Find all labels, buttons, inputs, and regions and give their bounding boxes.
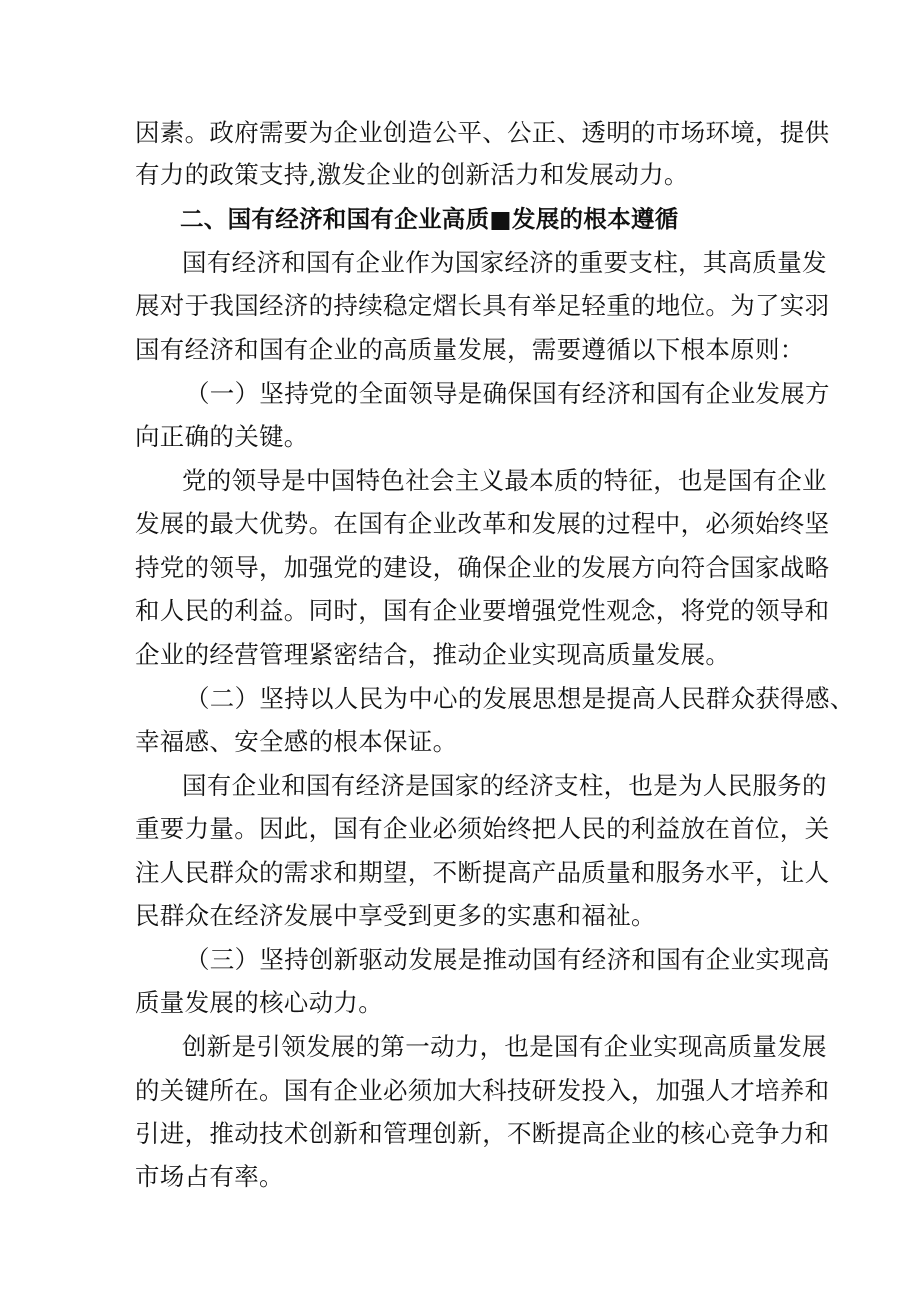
text-line: 民群众在经济发展中享受到更多的实惠和福祉。 <box>135 901 656 930</box>
text-line: 注人民群众的需求和期望，不断提高产品质量和服务水平，让人 <box>135 858 830 887</box>
text-line: 发展的最大优势。在国有企业改革和发展的过程中，必须始终坚 <box>135 509 830 538</box>
text-line: 质量发展的核心动力。 <box>135 988 383 1017</box>
text-line: 市场占有率。 <box>135 1162 284 1191</box>
text-line: 国有经济和国有企业作为国家经济的重要支柱，其高质量发 <box>182 248 827 277</box>
text-line: 国有经济和国有企业的高质量发展，需要遵循以下根本原则： <box>135 335 805 364</box>
text-line: 党的领导是中国特色社会主义最本质的特征，也是国有企业 <box>182 466 827 495</box>
subsection-heading: （二）坚持以人民为中心的发展思想是提高人民群众获得感、 <box>185 684 855 713</box>
text-line: 国有企业和国有经济是国家的经济支柱，也是为人民服务的 <box>182 771 827 800</box>
text-line: 幸福感、安全感的根本保证。 <box>135 727 458 756</box>
text-line: 创新是引领发展的第一动力，也是国有企业实现高质量发展 <box>182 1032 827 1061</box>
section-heading: 二、国有经济和国有企业高质■发展的根本遵循 <box>180 205 679 233</box>
text-line: 展对于我国经济的持续稳定熠长具有举足轻重的地位。为了实羽 <box>135 291 830 320</box>
text-line: 和人民的利益。同时，国有企业要增强党性观念，将党的领导和 <box>135 596 830 625</box>
text-line: 向正确的关键。 <box>135 422 309 451</box>
subsection-heading: （一）坚持党的全面领导是确保国有经济和国有企业发展方 <box>185 379 830 408</box>
text-line: 的关键所在。国有企业必须加大科技研发投入，加强人才培养和 <box>135 1076 830 1105</box>
text-line: 引进，推动技术创新和管理创新，不断提高企业的核心竞争力和 <box>135 1119 830 1148</box>
text-line: 重要力量。因此，国有企业必须始终把人民的利益放在首位，关 <box>135 814 830 843</box>
text-line: 有力的政策支持,激发企业的创新活力和发展动力。 <box>135 160 689 189</box>
text-line: 因素。政府需要为企业创造公平、公正、透明的市场环境，提供 <box>135 118 830 147</box>
subsection-heading: （三）坚持创新驱动发展是推动国有经济和国有企业实现高 <box>185 945 830 974</box>
text-line: 企业的经营管理紧密结合，推动企业实现高质量发展。 <box>135 640 731 669</box>
text-line: 持党的领导，加强党的建设，确保企业的发展方向符合国家战略 <box>135 553 830 582</box>
